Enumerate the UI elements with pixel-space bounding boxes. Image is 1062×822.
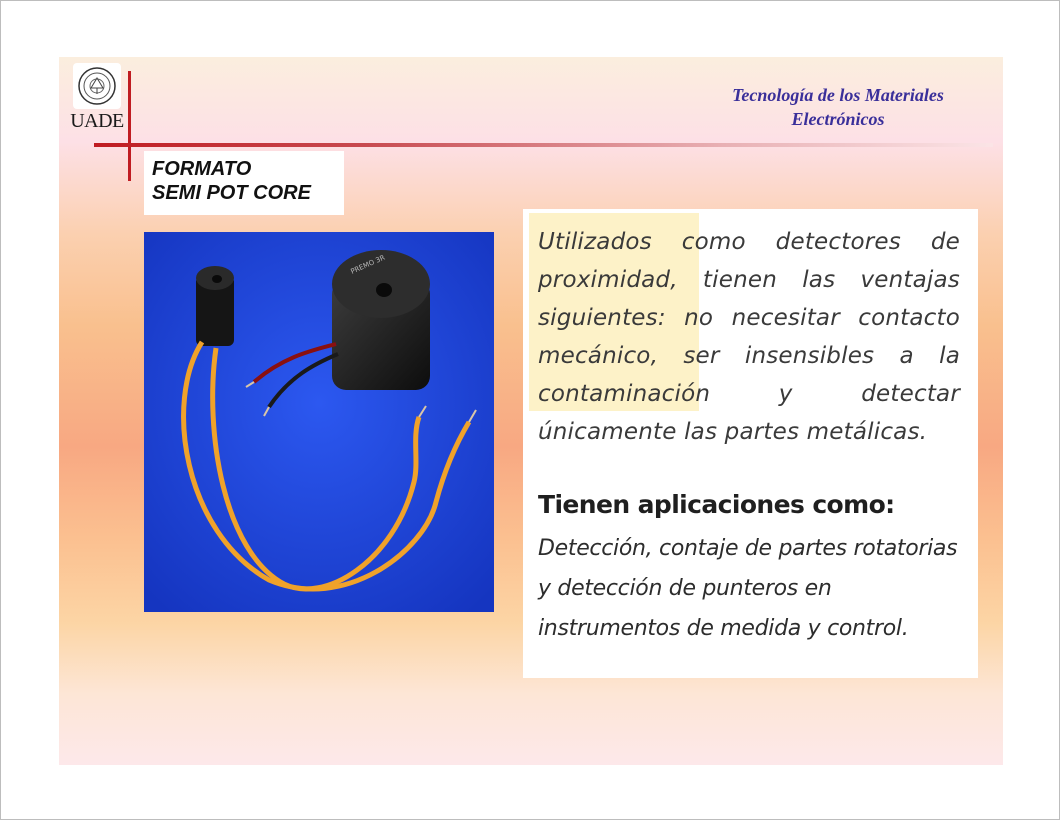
format-label [144, 151, 344, 215]
semi-pot-core-photo [144, 232, 494, 612]
slide [59, 57, 1003, 765]
semi-pot-core-components-icon [144, 232, 494, 612]
description-paragraph: Utilizados como detectores de proximidad, tienen las ventajas siguientes: no necesitar contacto mecánico, ser insensibles a la contaminación y detectar únicamente las partes metálicas. [538, 229, 960, 445]
uade-logo [69, 63, 125, 133]
svg-text:PREMO 3R: PREMO 3R [349, 253, 387, 276]
course-title: Tecnología de los Materiales Electrónicos [732, 85, 944, 129]
applications-heading: Tienen aplicaciones como: [538, 490, 895, 519]
format-label-line1: FORMATO [152, 158, 252, 180]
uade-seal-icon [73, 63, 121, 109]
description-box [523, 209, 978, 678]
accent-vertical-line [128, 71, 131, 181]
logo-text: UADE [70, 110, 124, 132]
format-label-line2: SEMI POT CORE [152, 182, 311, 204]
accent-horizontal-line [94, 143, 993, 147]
applications-text: Detección, contaje de partes rotatorias y detección de punteros en instrumentos de medida y control. [538, 536, 958, 641]
